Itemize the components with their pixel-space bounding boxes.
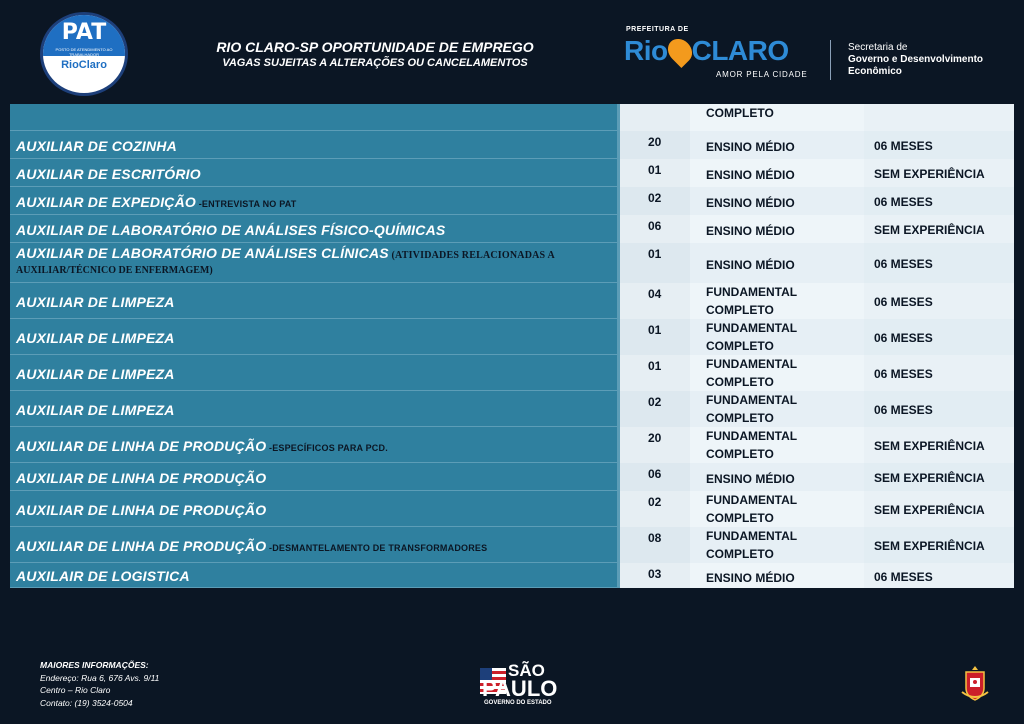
vacancy-count: 01 [648, 247, 662, 261]
vacancy-count: 04 [648, 287, 662, 301]
education-cell: FUNDAMENTAL COMPLETO [706, 529, 798, 561]
page-subtitle: VAGAS SUJEITAS A ALTERAÇÕES OU CANCELAMENTOS [222, 57, 528, 69]
table-row [10, 283, 1014, 319]
job-note: -ESPECÍFICOS PARA PCD. [266, 443, 388, 453]
job-title-cell [10, 491, 620, 527]
table-row [10, 131, 1014, 159]
job-title: AUXILIAR DE LINHA DE PRODUÇÃO -ESPECÍFICOS PARA PCD. [16, 438, 388, 454]
job-title-cell [10, 319, 620, 355]
pat-city: RioClaro [61, 58, 107, 71]
pat-subtitle: POSTO DE ATENDIMENTO AO TRABALHADOR [55, 47, 113, 57]
table-row [10, 563, 1014, 588]
job-title: AUXILIAR DE LIMPEZA [16, 402, 175, 418]
education-cell: ENSINO MÉDIO [706, 258, 795, 272]
vacancy-count: 02 [648, 191, 662, 205]
prefeitura-slogan: AMOR PELA CIDADE [716, 70, 808, 79]
page-title: RIO CLARO-SP OPORTUNIDADE DE EMPREGO [216, 39, 534, 55]
prefeitura-name: Rio CLARO [624, 35, 789, 66]
education-cell: ENSINO MÉDIO [706, 168, 795, 182]
job-title: AUXILIAR DE ESCRITÓRIO [16, 166, 201, 182]
vacancy-count: 06 [648, 219, 662, 233]
education-cell: FUNDAMENTAL COMPLETO [706, 357, 798, 389]
job-title: AUXILIAR DE COZINHA [16, 138, 177, 154]
vacancy-count: 01 [648, 359, 662, 373]
header-divider [830, 40, 831, 80]
footer-district: Centro – Rio Claro [40, 685, 111, 695]
experience-cell: SEM EXPERIÊNCIA [874, 167, 985, 181]
vacancy-count: 08 [648, 531, 662, 545]
table-row [10, 159, 1014, 187]
job-title-cell [10, 563, 620, 588]
experience-cell: SEM EXPERIÊNCIA [874, 439, 985, 453]
experience-cell: 06 MESES [874, 403, 933, 417]
education-cell: ENSINO MÉDIO [706, 571, 795, 585]
vacancy-count: 03 [648, 567, 662, 581]
job-title: AUXILIAR DE LINHA DE PRODUÇÃO [16, 470, 267, 486]
job-title-cell [10, 215, 620, 243]
education-cell: ENSINO MÉDIO [706, 224, 795, 238]
job-title: AUXILIAR DE LABORATÓRIO DE ANÁLISES FÍSICO-QUÍMICAS [16, 222, 446, 238]
job-note: -DESMANTELAMENTO DE TRANSFORMADORES [266, 543, 488, 553]
table-row [10, 491, 1014, 527]
job-title: AUXILIAR DE EXPEDIÇÃO -ENTREVISTA NO PAT [16, 194, 297, 210]
experience-cell: 06 MESES [874, 331, 933, 345]
job-note: -ENTREVISTA NO PAT [196, 199, 297, 209]
education-cell: ENSINO MÉDIO [706, 196, 795, 210]
footer-address: Endereço: Rua 6, 676 Avs. 9/11 [40, 672, 160, 683]
job-title: AUXILIAR DE LINHA DE PRODUÇÃO [16, 502, 267, 518]
job-title-cell [10, 463, 620, 491]
job-title-cell [10, 527, 620, 563]
job-title: AUXILIAR DE LINHA DE PRODUÇÃO -DESMANTELAMENTO DE TRANSFORMADORES [16, 538, 488, 554]
vacancy-count: 01 [648, 323, 662, 337]
job-title-cell [10, 187, 620, 215]
vacancy-count: 06 [648, 467, 662, 481]
education-cell: ENSINO MÉDIO [706, 472, 795, 486]
coat-of-arms-icon [958, 664, 992, 704]
vacancy-count: 02 [648, 395, 662, 409]
education-cell: ENSINO MÉDIO [706, 140, 795, 154]
prefeitura-logo [624, 26, 824, 82]
experience-cell: SEM EXPERIÊNCIA [874, 503, 985, 517]
job-title: AUXILAIR DE LOGISTICA [16, 568, 190, 584]
education-cell: FUNDAMENTAL COMPLETO [706, 285, 798, 317]
job-title: AUXILIAR DE LABORATÓRIO DE ANÁLISES CLÍNICAS (ATIVIDADES RELACIONADAS A [16, 245, 555, 261]
experience-cell: SEM EXPERIÊNCIA [874, 471, 985, 485]
sao-paulo-logo: SÃO PAULO GOVERNO DO ESTADO [482, 661, 558, 706]
footer-heading: MAIORES INFORMAÇÕES: [40, 660, 149, 670]
pat-acronym: PAT [61, 20, 107, 45]
vacancy-count: 02 [648, 495, 662, 509]
job-table [10, 104, 1014, 588]
experience-cell: SEM EXPERIÊNCIA [874, 539, 985, 553]
job-title: AUXILIAR DE LIMPEZA [16, 330, 175, 346]
table-row [10, 215, 1014, 243]
job-title-cell [10, 283, 620, 319]
experience-cell: 06 MESES [874, 295, 933, 309]
secretaria-label: Secretaria de Governo e Desenvolvimento Econômico [848, 42, 984, 77]
education-cell: FUNDAMENTAL COMPLETO [706, 429, 798, 461]
job-title-cell [10, 427, 620, 463]
experience-cell: 06 MESES [874, 139, 933, 153]
table-row [10, 463, 1014, 491]
table-row [10, 243, 1014, 283]
experience-cell: 06 MESES [874, 195, 933, 209]
experience-cell: 06 MESES [874, 367, 933, 381]
header-title-block [160, 38, 590, 70]
table-row [10, 527, 1014, 563]
vacancy-count: 01 [648, 163, 662, 177]
vacancy-count: 20 [648, 431, 662, 445]
footer-contact: Contato: (19) 3524-0504 [40, 697, 133, 708]
pat-logo [40, 12, 128, 96]
table-row [10, 391, 1014, 427]
footer-info [40, 659, 159, 709]
job-title: AUXILIAR DE LIMPEZA [16, 366, 175, 382]
education-cell: FUNDAMENTAL COMPLETO [706, 393, 798, 425]
education-cell: FUNDAMENTAL COMPLETO [706, 321, 798, 353]
job-title-cell [10, 131, 620, 159]
table-row [10, 187, 1014, 215]
education-cell: FUNDAMENTAL COMPLETO [706, 493, 798, 525]
job-title: AUXILIAR DE LIMPEZA [16, 294, 175, 310]
experience-cell: 06 MESES [874, 570, 933, 584]
table-row [10, 355, 1014, 391]
table-row [10, 427, 1014, 463]
job-note: (ATIVIDADES RELACIONADAS A [388, 250, 555, 261]
experience-cell: SEM EXPERIÊNCIA [874, 223, 985, 237]
education-cell: COMPLETO [706, 106, 774, 120]
experience-cell: 06 MESES [874, 257, 933, 271]
job-title-cell [10, 391, 620, 427]
job-title-cell [10, 159, 620, 187]
prefeitura-label: PREFEITURA DE [626, 26, 689, 33]
vacancy-count: 20 [648, 135, 662, 149]
table-row-header-cont [10, 104, 1014, 131]
job-note-continued: AUXILIAR/TÉCNICO DE ENFERMAGEM) [16, 265, 213, 276]
table-row [10, 319, 1014, 355]
job-title-cell [10, 355, 620, 391]
job-title-cell [10, 243, 620, 283]
